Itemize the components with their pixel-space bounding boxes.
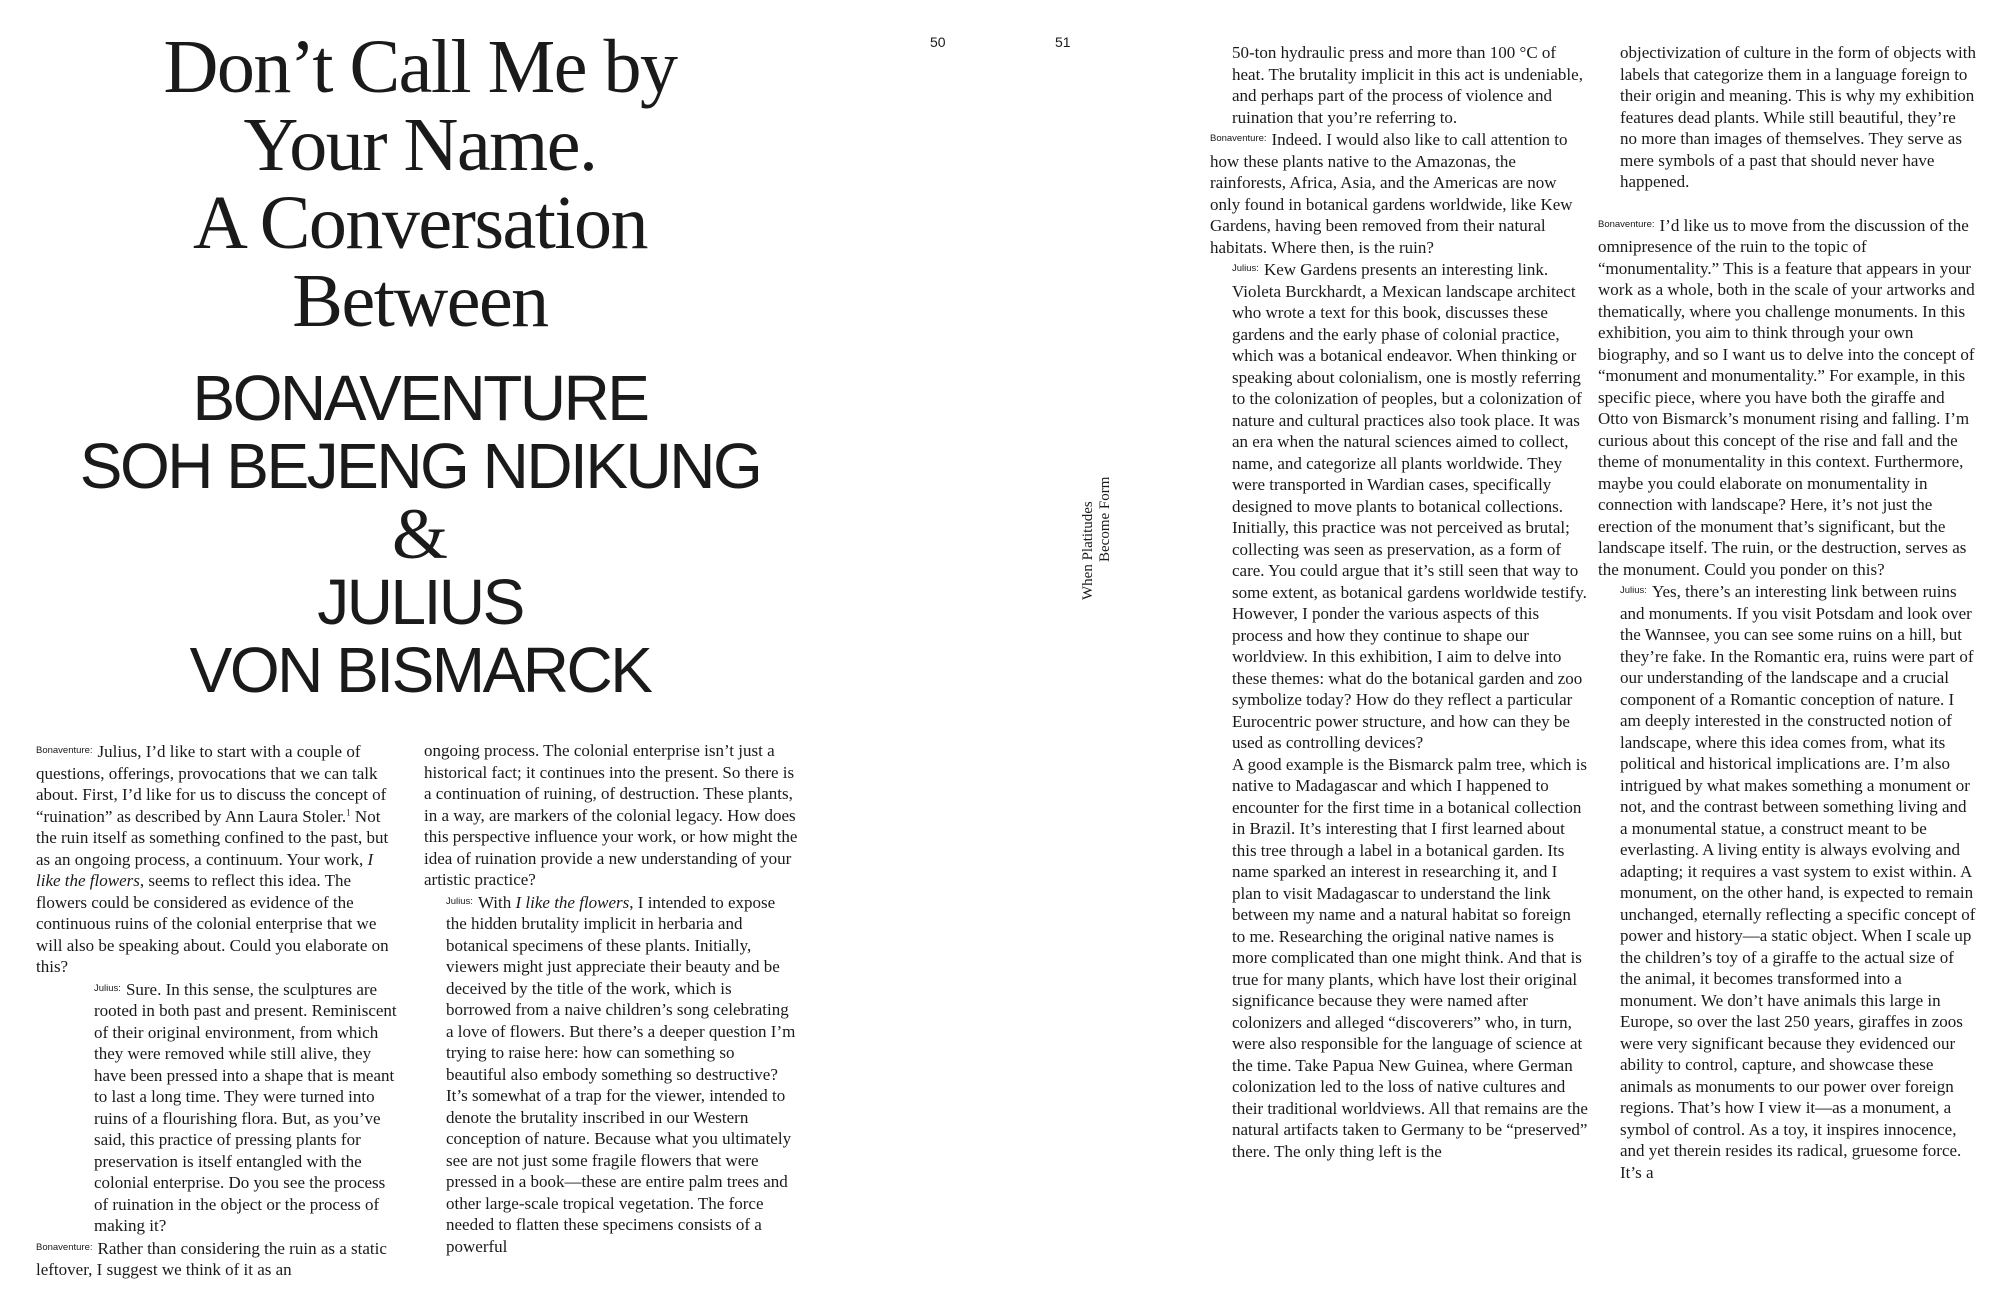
speaker-label: Julius: [1232, 263, 1259, 274]
author-name-line: VON BISMARCK [189, 634, 651, 706]
text-run: Yes, there’s an interesting link between ruins and monuments. If you visit Potsdam and look over the Wannsee, you can see some ruins on a hill, but they’re fake. In the Romantic era, ruins were part of our understanding of the landscape and a crucial component of a Romantic conception of nature. I am deeply interested in the constructed notion of landscape, where this idea comes from, what its political and historical implications are. I’m also intrigued by what makes something a monument or not, and the contrast between something living and a monumental statue, a construct meant to be everlasting. A living entity is always evolving and adapting; it requires a vast system to exist within. A monument, on the other hand, is expected to remain unchanged, eternally reflecting a specific concept of power and history—a static object. When I scale up the children’s toy of a giraffe to the actual size of the animal, it becomes transformed into a monument. We don’t have animals this large in Europe, so over the last 250 years, giraffes in zoos were very significant because they evidenced our ability to control, capture, and showcase these animals as monuments to our power over foreign regions. That’s how I view it—as a monument, a symbol of control. As a toy, it inspires innocence, and yet therein resides its radical, gruesome force. It’s a [1620, 582, 1976, 1182]
author-name-line: SOH BEJENG NDIKUNG [79, 430, 761, 502]
author-name-line: BONAVENTURE [192, 362, 648, 434]
speaker-label: Bonaventure: [36, 745, 93, 756]
author-names [30, 364, 810, 704]
ampersand: & [391, 494, 448, 574]
text-run: , I intended to expose the hidden brutality implicit in herbaria and botanical specimens of these plants. Initially, viewers might just appreciate their beauty and be deceived by the title of the work, which is borrowed from a naive children’s song celebrating a love of flowers. But there’s a deeper question I’m trying to raise here: how can something so beautiful also embody something so destructive? It’s somewhat of a trap for the viewer, intended to denote the brutality inscribed in our Western conception of nature. Because what you ultimately see are not just some fragile flowers that were pressed in a book—these are entire palm trees and other large-scale tropical vegetation. The force needed to flatten these specimens consists of a powerful [446, 892, 796, 1256]
footnote-marker[interactable]: 1 [346, 806, 351, 817]
speaker-label: Bonaventure: [1210, 133, 1267, 144]
text-run: Sure. In this sense, the sculptures are rooted in both past and present. Reminiscent of their original environment, from which they were removed while still alive, they have been pressed into a shape that is meant to last a long time. They were turned into ruins of a flourishing flora. But, as you’ve said, this practice of pressing plants for preservation is itself entangled with the colonial enterprise. Do you see the process of ruination in the object or the process of making it? [94, 979, 397, 1235]
text-run: Indeed. I would also like to call attention to how these plants native to the Amazonas, the rainforests, Africa, Asia, and the Americas are now only found in botanical gardens worldwide, like Kew Gardens, having been removed from their natural habitats. Where then, is the ruin? [1210, 130, 1573, 257]
paragraph [1210, 258, 1588, 754]
article-title [90, 25, 750, 343]
speaker-label: Julius: [1620, 585, 1647, 596]
title-line: A Conversation [193, 181, 647, 265]
running-title-line: Become Form [1097, 476, 1113, 562]
text-run: Kew Gardens presents an interesting link. Violeta Burckhardt, a Mexican landscape architect who wrote a text for this book, discusses these gardens and the early phase of colonial practice, which was a botanical endeavor. When thinking or speaking about colonialism, one is mostly referring to the colonization of peoples, but a colonization of nature and cultural practices also took place. It was an era when the natural sciences aimed to collect, name, and categorize all plants worldwide. They were transported in Wardian cases, specifically designed to move plants to botanical collections. Initially, this practice was not perceived as brutal; collecting was seen as preservation, as a form of care. You could argue that it’s still seen that way to some extent, as botanical gardens worldwide testify. However, I ponder the various aspects of this process and how they continue to shape our worldview. In this exhibition, I aim to delve into these themes: what do the botanical garden and zoo symbolize today? How do they reflect a particular Eurocentric power structure, and how can they be used as controlling devices? [1232, 260, 1587, 752]
text-run: Julius, I’d like to start with a couple of questions, offerings, provocations that we can talk about. First, I’d like for us to discuss the concept of “ruination” as described by Ann Laura Stoler. [36, 742, 387, 826]
paragraph [1598, 214, 1976, 581]
speaker-label: Bonaventure: [36, 1241, 93, 1253]
text-column-right-2 [1598, 42, 1976, 1183]
text-run: Rather than considering the ruin as a static leftover, I suggest we think of it as an [36, 1238, 387, 1279]
paragraph [36, 1237, 398, 1281]
speaker-label: Julius: [446, 895, 473, 907]
page-number-left: 50 [930, 34, 946, 50]
author-name-line: JULIUS [317, 566, 523, 638]
paragraph: ongoing process. The colonial enterprise isn’t just a historical fact; it continues into the present. So there is a continuation of ruining, of destruction. These plants, in a way, are markers of the colonial legacy. How does this perspective influence your work, or how might the idea of ruination provide a new understanding of your artistic practice? [424, 741, 798, 889]
title-line: Don’t Call Me by [163, 25, 677, 109]
running-title [1080, 477, 1114, 600]
text-column-left-1 [36, 740, 398, 1281]
paragraph [424, 891, 798, 1258]
text-column-right-1 [1210, 42, 1588, 1162]
paragraph: objectivization of culture in the form of objects with labels that categorize them in a language foreign to their origin and meaning. This is why my exhibition features dead plants. While still beautiful, they’re no more than images of themselves. They serve as mere symbols of a past that should never have happened. [1620, 43, 1976, 191]
paragraph: 50-ton hydraulic press and more than 100 °C of heat. The brutality implicit in this act is undeniable, and perhaps part of the process of violence and ruination that you’re referring to. [1232, 43, 1583, 127]
speaker-label: Bonaventure: [1598, 218, 1655, 230]
paragraph: A good example is the Bismarck palm tree, which is native to Madagascar and which I happened to encounter for the first time in a botanical collection in Brazil. It’s interesting that I first learned about this tree through a label in a botanical garden. Its name sparked an interest in researching it, and I plan to visit Madagascar to understand the link between my name and a natural habitat so foreign to me. Researching the original native names is more complicated than one might think. And that is true for many plants, which have lost their original significance because they were named after colonizers and alleged “discoverers” who, in turn, were also responsible for the language of science at the time. Take Papua New Guinea, where German colonization led to the loss of native cultures and their traditional worldviews. All that remains are the natural artifacts taken to Germany to be “preserved” there. The only thing left is the [1232, 754, 1588, 1161]
text-run: , seems to reflect this idea. The flowers could be considered as evidence of the continuous ruins of the colonial enterprise that we will also be speaking about. Could you elaborate on this? [36, 871, 389, 976]
title-line: Your Name. [243, 103, 597, 187]
title-line: Between [292, 259, 548, 343]
work-title: I like the flowers [515, 892, 630, 912]
work-title: I like the flowers [36, 849, 374, 890]
paragraph [1598, 580, 1976, 1183]
paragraph [36, 740, 398, 978]
text-run: With [477, 892, 516, 912]
text-run: I’d like us to move from the discussion of the omnipresence of the ruin to the topic of “monumentality.” This is a feature that appears in your work as a whole, both in the scale of your artworks and thematically, where you challenge monuments. In this exhibition, you aim to think through your own biography, and so I want us to delve into the concept of “monument and monumentality.” For example, in this specific piece, where you have both the giraffe and Otto von Bismarck’s monument rising and falling. I’m curious about this concept of the rise and fall and the theme of monumentality in this context. Furthermore, maybe you could elaborate on monumentality in connection with landscape? Here, it’s not just the erection of the monument that’s significant, but the landscape itself. The ruin, or the destruction, serves as the monument. Could you ponder on this? [1598, 215, 1975, 579]
text-column-left-2 [424, 740, 798, 1257]
speaker-label: Julius: [94, 982, 121, 994]
text-run: Not the ruin itself as something confined to the past, but as an ongoing process, a continuum. Your work, [36, 806, 389, 869]
running-title-line: When Platitudes [1080, 501, 1096, 600]
paragraph [36, 978, 398, 1237]
page-number-right: 51 [1055, 34, 1071, 50]
paragraph [1210, 128, 1588, 258]
